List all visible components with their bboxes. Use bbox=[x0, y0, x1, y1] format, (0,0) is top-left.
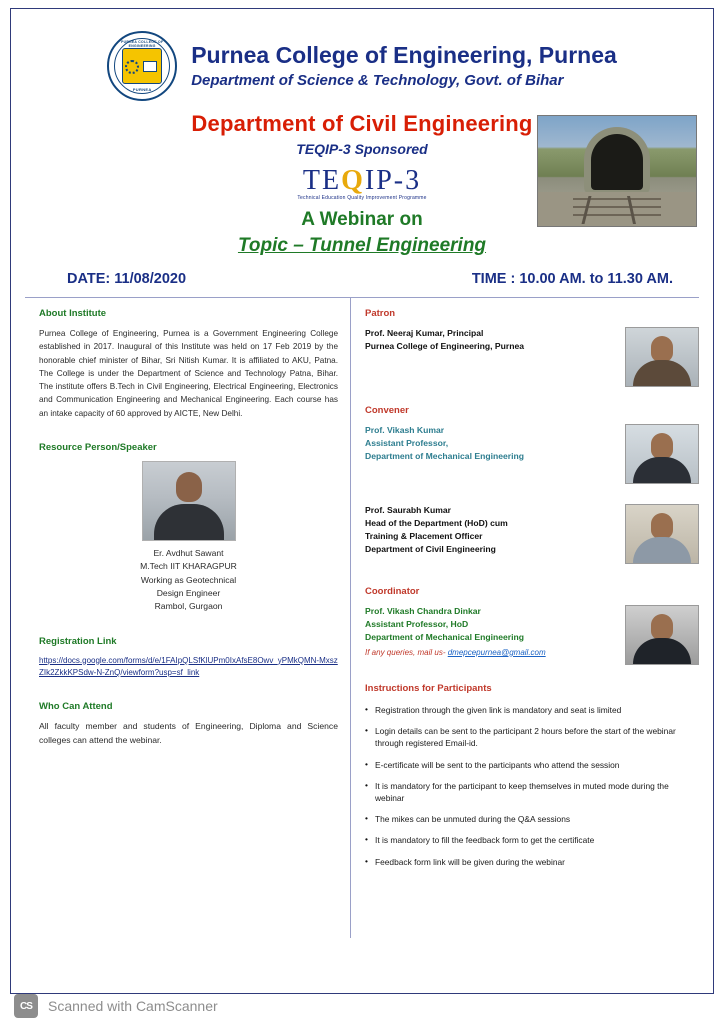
college-logo-icon bbox=[107, 31, 177, 101]
coordinator-heading: Coordinator bbox=[365, 586, 420, 597]
speaker-details bbox=[39, 547, 338, 614]
college-name: Purnea College of Engineering, Purnea bbox=[191, 42, 617, 69]
speaker-name: Er. Avdhut Sawant bbox=[153, 547, 224, 558]
about-institute-text: Purnea College of Engineering, Purnea is a Government Engineering College established in 2017. Inaugural of this Institute was held on 17 Feb 2019 by the honorable chief minister of Bihar, Sri Nitish Kumar. It is affiliated to AKU, Patna. The College is under the Department of Science and Technology Patna, Bihar. The institute offers B.Tech in Civil Engineering, Electrical Engineering, Electronics and Communication Engineering and Mechanical Engineering. Each course has an intake capacity of 60 approved by AICTE, New Delhi. bbox=[39, 329, 338, 418]
left-column bbox=[11, 298, 351, 938]
list-item: • Login details can be sent to the participant 2 hours before the start of the webinar through registered Email-id. bbox=[365, 725, 699, 749]
resource-person-heading: Resource Person/Speaker bbox=[39, 441, 157, 453]
coordinator-email-link[interactable]: dmepcepurnea@gmail.com bbox=[447, 647, 546, 657]
camscanner-icon: CS bbox=[14, 994, 38, 1018]
patron-name: Prof. Neeraj Kumar, Principal bbox=[365, 328, 484, 338]
patron-card bbox=[365, 327, 699, 387]
camscanner-watermark bbox=[0, 994, 724, 1018]
speaker-role-line-1: Working as Geotechnical bbox=[140, 574, 237, 585]
patron-affiliation: Purnea College of Engineering, Purnea bbox=[365, 340, 525, 351]
hod-card bbox=[365, 504, 699, 564]
who-can-attend-heading: Who Can Attend bbox=[39, 701, 113, 713]
convener-photo bbox=[625, 424, 699, 484]
department-title: Department of Civil Engineering bbox=[191, 111, 533, 136]
list-item: • It is mandatory to fill the feedback form to get the certificate bbox=[365, 834, 699, 846]
coordinator-photo bbox=[625, 605, 699, 665]
right-column bbox=[351, 298, 713, 938]
logo-top-text: PURNEA COLLEGE OF ENGINEERING bbox=[121, 40, 164, 48]
speaker-qualification: M.Tech IIT KHARAGPUR bbox=[140, 561, 237, 572]
webinar-topic: Topic – Tunnel Engineering bbox=[237, 235, 487, 256]
list-item: • E-certificate will be sent to the participants who attend the session bbox=[365, 759, 699, 771]
list-item: • Feedback form link will be given during the webinar bbox=[365, 856, 699, 868]
convener-name: Prof. Vikash Kumar bbox=[365, 425, 445, 435]
instructions-heading: Instructions for Participants bbox=[365, 683, 492, 694]
hod-photo bbox=[625, 504, 699, 564]
query-mail-line bbox=[365, 648, 617, 657]
convener-heading: Convener bbox=[365, 405, 409, 416]
convener-card bbox=[365, 424, 699, 484]
hod-department: Department of Civil Engineering bbox=[365, 543, 496, 554]
coordinator-name: Prof. Vikash Chandra Dinkar bbox=[365, 606, 481, 616]
speaker-card bbox=[39, 461, 338, 614]
teqip-logo-text: TEQIP-3 bbox=[302, 165, 422, 196]
college-subtitle: Department of Science & Technology, Govt. of Bihar bbox=[191, 71, 564, 89]
registration-link[interactable]: https://docs.google.com/forms/d/e/1FAIpQLSfKlUPm0IxAfsE8Owv_yPMkQMN-MxszZIk2ZkkKPSdw-N-ZnQ/viewform?usp=sf_link bbox=[39, 655, 338, 677]
camscanner-text: Scanned with CamScanner bbox=[48, 998, 218, 1014]
tunnel-photo bbox=[537, 115, 697, 227]
poster-body bbox=[11, 298, 713, 938]
coordinator-designation: Assistant Professor, HoD bbox=[365, 618, 469, 629]
list-item: • It is mandatory for the participant to keep themselves in muted mode during the webinar bbox=[365, 780, 699, 804]
webinar-date: DATE: 11/08/2020 bbox=[67, 271, 187, 287]
date-time-row bbox=[11, 259, 713, 297]
convener-department: Department of Mechanical Engineering bbox=[365, 450, 525, 461]
webinar-time: TIME : 10.00 AM. to 11.30 AM. bbox=[471, 271, 673, 287]
speaker-photo bbox=[142, 461, 236, 541]
patron-photo bbox=[625, 327, 699, 387]
list-item: • Registration through the given link is mandatory and seat is limited bbox=[365, 704, 699, 716]
coordinator-card bbox=[365, 605, 699, 665]
logo-bottom-text: PURNEA bbox=[132, 87, 152, 92]
poster-sheet bbox=[10, 8, 714, 994]
teqip-tagline: Technical Education Quality Improvement Programme bbox=[297, 195, 427, 201]
convener-designation: Assistant Professor, bbox=[365, 437, 449, 448]
sponsored-label: TEQIP-3 Sponsored bbox=[296, 141, 428, 157]
header-text bbox=[191, 43, 617, 88]
list-item: • The mikes can be unmuted during the Q&A sessions bbox=[365, 813, 699, 825]
book-icon bbox=[143, 61, 157, 72]
hod-role: Head of the Department (HoD) cum bbox=[365, 517, 508, 528]
query-prefix: If any queries, mail us- bbox=[365, 647, 446, 657]
patron-heading: Patron bbox=[365, 308, 396, 319]
speaker-role-line-2: Design Engineer bbox=[156, 587, 221, 598]
about-institute-heading: About Institute bbox=[39, 308, 107, 319]
hod-role-2: Training & Placement Officer bbox=[365, 530, 483, 541]
webinar-label: A Webinar on bbox=[301, 209, 423, 230]
speaker-company: Rambol, Gurgaon bbox=[154, 601, 223, 612]
registration-link-heading: Registration Link bbox=[39, 635, 117, 647]
coordinator-department: Department of Mechanical Engineering bbox=[365, 631, 525, 642]
instructions-list bbox=[365, 704, 699, 868]
title-block bbox=[11, 105, 713, 259]
poster-header bbox=[11, 9, 713, 105]
hod-name: Prof. Saurabh Kumar bbox=[365, 505, 451, 515]
who-can-attend-text: All faculty member and students of Engineering, Diploma and Science colleges can attend the webinar. bbox=[39, 721, 338, 746]
